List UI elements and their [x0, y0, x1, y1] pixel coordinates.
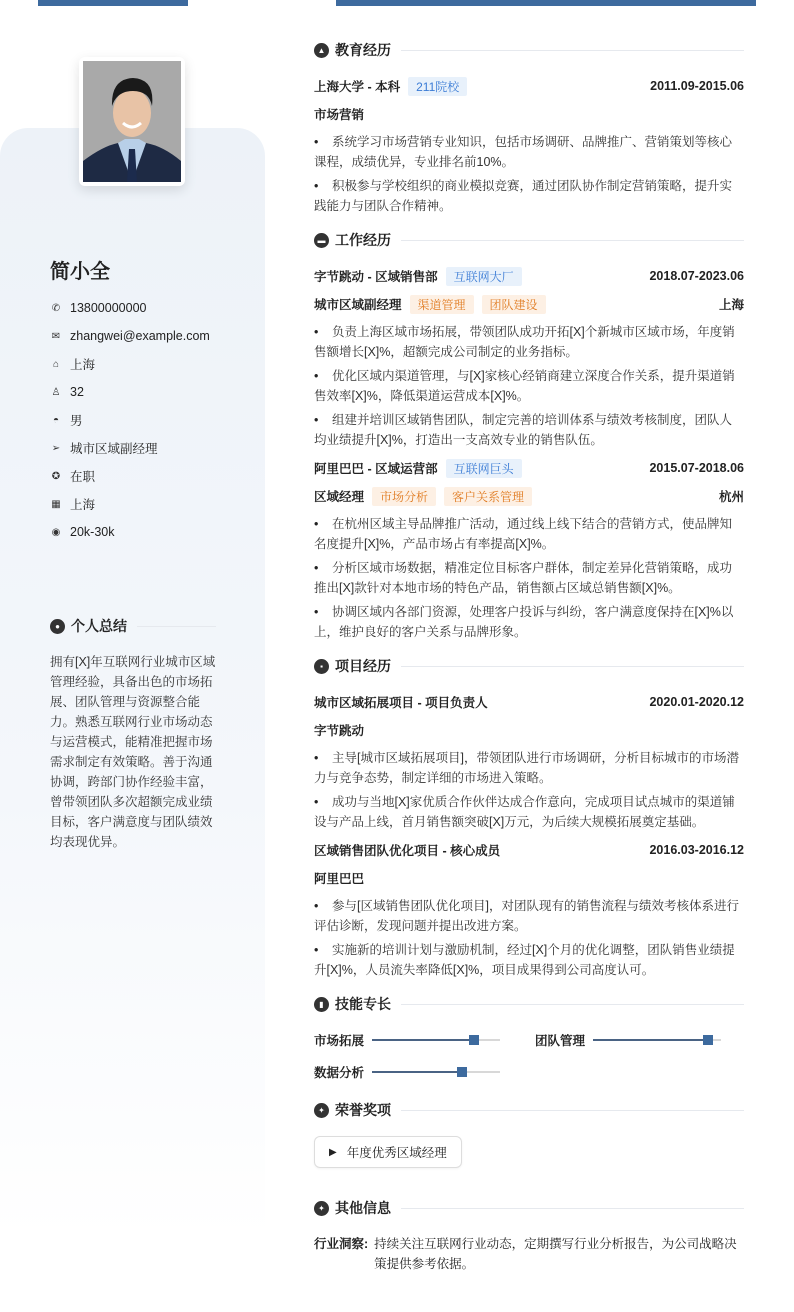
other-section [314, 1198, 744, 1274]
status-icon: ✪ [51, 470, 61, 482]
project-org: 字节跳动 [314, 724, 365, 738]
skill-slider[interactable] [372, 1071, 500, 1073]
bullet-item: • 负责上海区域市场拓展，带领团队成功开拓[X]个新城市区域市场，年度销售额增长[X]%，超额完成公司制定的业务指标。 [314, 322, 744, 362]
bullet-item: • 系统学习市场营销专业知识，包括市场调研、品牌推广、营销策划等核心课程，成绩优异，专业排名前10%。 [314, 132, 744, 172]
bullet-item: • 实施新的培训计划与激励机制，经过[X]个月的优化调整，团队销售业绩提升[X]%，人员流失率降低[X]%，项目成果得到公司高度认可。 [314, 940, 744, 980]
summary-text: 拥有[X]年互联网行业城市区域管理经验，具备出色的市场拓展、团队管理与资源整合能力。熟悉互联网行业市场动态与运营模式，能精准把握市场需求制定有效策略。善于沟通协调，跨部门协作经验丰富，曾带领团队多次超额完成业绩目标，客户满意度与团队绩效均表现优异。 [50, 655, 216, 849]
info-row [50, 378, 210, 406]
bullet-item: • 组建并培训区域销售团队，制定完善的培训体系与绩效考核制度，团队人均业绩提升[X]%，打造出一支高效专业的销售队伍。 [314, 410, 744, 450]
info-text: 上海 [70, 358, 96, 372]
summary-section [50, 616, 216, 852]
work-item [314, 458, 744, 642]
info-text: 32 [70, 385, 84, 399]
info-row [50, 406, 210, 434]
city: 上海 [718, 298, 744, 312]
info-row [50, 518, 210, 546]
main-content [314, 40, 744, 1288]
project-name: 区域销售团队优化项目 - 核心成员 [314, 844, 501, 858]
home-icon: ⌂ [52, 358, 60, 370]
top-accent-bar-right [336, 0, 756, 6]
divider [401, 1110, 744, 1111]
info-text: 20k-30k [70, 525, 115, 539]
building-icon: ▦ [51, 498, 61, 510]
other-value: 持续关注互联网行业动态，定期撰写行业分析报告，为公司战略决策提供参考依据。 [374, 1237, 737, 1271]
info-icon: ✦ [314, 1201, 329, 1216]
award-text: 年度优秀区域经理 [346, 1146, 447, 1160]
skill-slider[interactable] [593, 1039, 721, 1041]
info-text: 城市区域副经理 [70, 442, 158, 456]
major: 市场营销 [314, 108, 365, 122]
bullet-item: • 积极参与学校组织的商业模拟竞赛，通过团队协作制定营销策略，提升实践能力与团队合作精神。 [314, 176, 744, 216]
role: 城市区域副经理 [314, 298, 402, 312]
skill-name: 数据分析 [314, 1066, 365, 1080]
contact-info [50, 294, 210, 546]
work-item [314, 266, 744, 450]
info-row [50, 350, 210, 378]
slider-handle[interactable] [469, 1035, 479, 1045]
education-section [314, 40, 744, 216]
bullet-item: • 优化区域内渠道管理，与[X]家核心经销商建立深度合作关系，提升渠道销售效率[X]%，降低渠道运营成本[X]%。 [314, 366, 744, 406]
bullet-item: • 分析区域市场数据，精准定位目标客户群体，制定差异化营销策略，成功推出[X]款针对本地市场的特色产品，销售额占区域总销售额[X]%。 [314, 558, 744, 598]
profile-name: 简小全 [50, 261, 110, 283]
send-icon: ➢ [51, 442, 61, 454]
section-title: 项目经历 [335, 658, 391, 674]
user-icon: ● [50, 619, 65, 634]
bullet-item: • 参与[区域销售团队优化项目]，对团队现有的销售流程与绩效考核体系进行评估诊断，发现问题并提出改进方案。 [314, 896, 744, 936]
bar-chart-icon: ▮ [314, 997, 329, 1012]
slider-handle[interactable] [703, 1035, 713, 1045]
divider [401, 50, 744, 51]
section-title: 个人总结 [71, 618, 127, 634]
skill-name: 团队管理 [535, 1034, 586, 1048]
divider [401, 1208, 744, 1209]
award-icon: ✦ [314, 1103, 329, 1118]
company-tag: 互联网大厂 [446, 267, 522, 286]
bullet-item: • 主导[城市区域拓展项目]，带领团队进行市场调研，分析目标城市的市场潜力与竞争态势，制定详细的市场进入策略。 [314, 748, 744, 788]
date: 2015.07-2018.06 [649, 461, 744, 475]
section-title: 其他信息 [335, 1200, 391, 1216]
top-accent-bar-left [38, 0, 188, 6]
company: 字节跳动 - 区域销售部 [314, 270, 438, 284]
skill-item [535, 1030, 735, 1050]
skill-tag: 客户关系管理 [444, 487, 532, 506]
info-text: 男 [70, 414, 83, 428]
project-name: 城市区域拓展项目 - 项目负责人 [314, 696, 488, 710]
info-row [50, 322, 210, 350]
graduation-cap-icon: ▲ [314, 43, 329, 58]
section-title: 教育经历 [335, 42, 391, 58]
mail-icon: ✉ [51, 330, 61, 342]
bullet-item: • 协调区域内各部门资源，处理客户投诉与纠纷，客户满意度保持在[X]%以上，维护良好的客户关系与品牌形象。 [314, 602, 744, 642]
info-row [50, 462, 210, 490]
project-org: 阿里巴巴 [314, 872, 365, 886]
info-row [50, 490, 210, 518]
info-row [50, 294, 210, 322]
project-item [314, 692, 744, 832]
bullet-item: • 成功与当地[X]家优质合作伙伴达成合作意向，完成项目试点城市的渠道铺设与产品上线，首月销售额突破[X]万元，为后续大规模拓展奠定基础。 [314, 792, 744, 832]
date: 2020.01-2020.12 [649, 695, 744, 709]
info-row [50, 434, 210, 462]
skills-section [314, 994, 744, 1082]
school-tag: 211院校 [408, 77, 467, 96]
avatar [79, 57, 185, 186]
skill-name: 市场拓展 [314, 1034, 365, 1048]
phone-icon: ✆ [51, 302, 61, 314]
info-text: zhangwei@example.com [70, 329, 210, 343]
divider [401, 240, 744, 241]
salary-icon: ◉ [51, 526, 61, 538]
projects-section [314, 656, 744, 980]
role: 区域经理 [314, 490, 365, 504]
divider [401, 1004, 744, 1005]
divider [401, 666, 744, 667]
school: 上海大学 - 本科 [314, 80, 401, 94]
bullet-item: • 在杭州区域主导品牌推广活动，通过线上线下结合的营销方式，使品牌知名度提升[X]%，产品市场占有率提高[X]%。 [314, 514, 744, 554]
skill-slider[interactable] [372, 1039, 500, 1041]
divider [137, 626, 216, 627]
grid-icon: ▪ [314, 659, 329, 674]
date: 2016.03-2016.12 [649, 843, 744, 857]
slider-handle[interactable] [457, 1067, 467, 1077]
info-text: 在职 [70, 470, 96, 484]
section-title: 技能专长 [335, 996, 391, 1012]
company-tag: 互联网巨头 [446, 459, 522, 478]
other-key: 行业洞察: [314, 1237, 369, 1251]
briefcase-icon: ▬ [314, 233, 329, 248]
section-title: 荣誉奖项 [335, 1102, 391, 1118]
awards-section [314, 1100, 744, 1184]
cake-icon: ♙ [51, 386, 61, 398]
date: 2018.07-2023.06 [649, 269, 744, 283]
skill-tag: 团队建设 [482, 295, 546, 314]
other-item [314, 1234, 744, 1274]
skill-tag: 渠道管理 [410, 295, 474, 314]
city: 杭州 [718, 490, 744, 504]
section-title: 工作经历 [335, 232, 391, 248]
date: 2011.09-2015.06 [650, 79, 744, 93]
play-triangle-icon: ▶ [329, 1146, 337, 1158]
skill-tag: 市场分析 [372, 487, 436, 506]
skill-item [314, 1030, 535, 1050]
info-text: 13800000000 [70, 301, 147, 315]
award-item[interactable] [314, 1136, 462, 1168]
company: 阿里巴巴 - 区域运营部 [314, 462, 438, 476]
skill-item [314, 1062, 535, 1082]
project-item [314, 840, 744, 980]
work-section [314, 230, 744, 642]
gender-icon: ◓ [52, 414, 60, 426]
info-text: 上海 [70, 498, 96, 512]
